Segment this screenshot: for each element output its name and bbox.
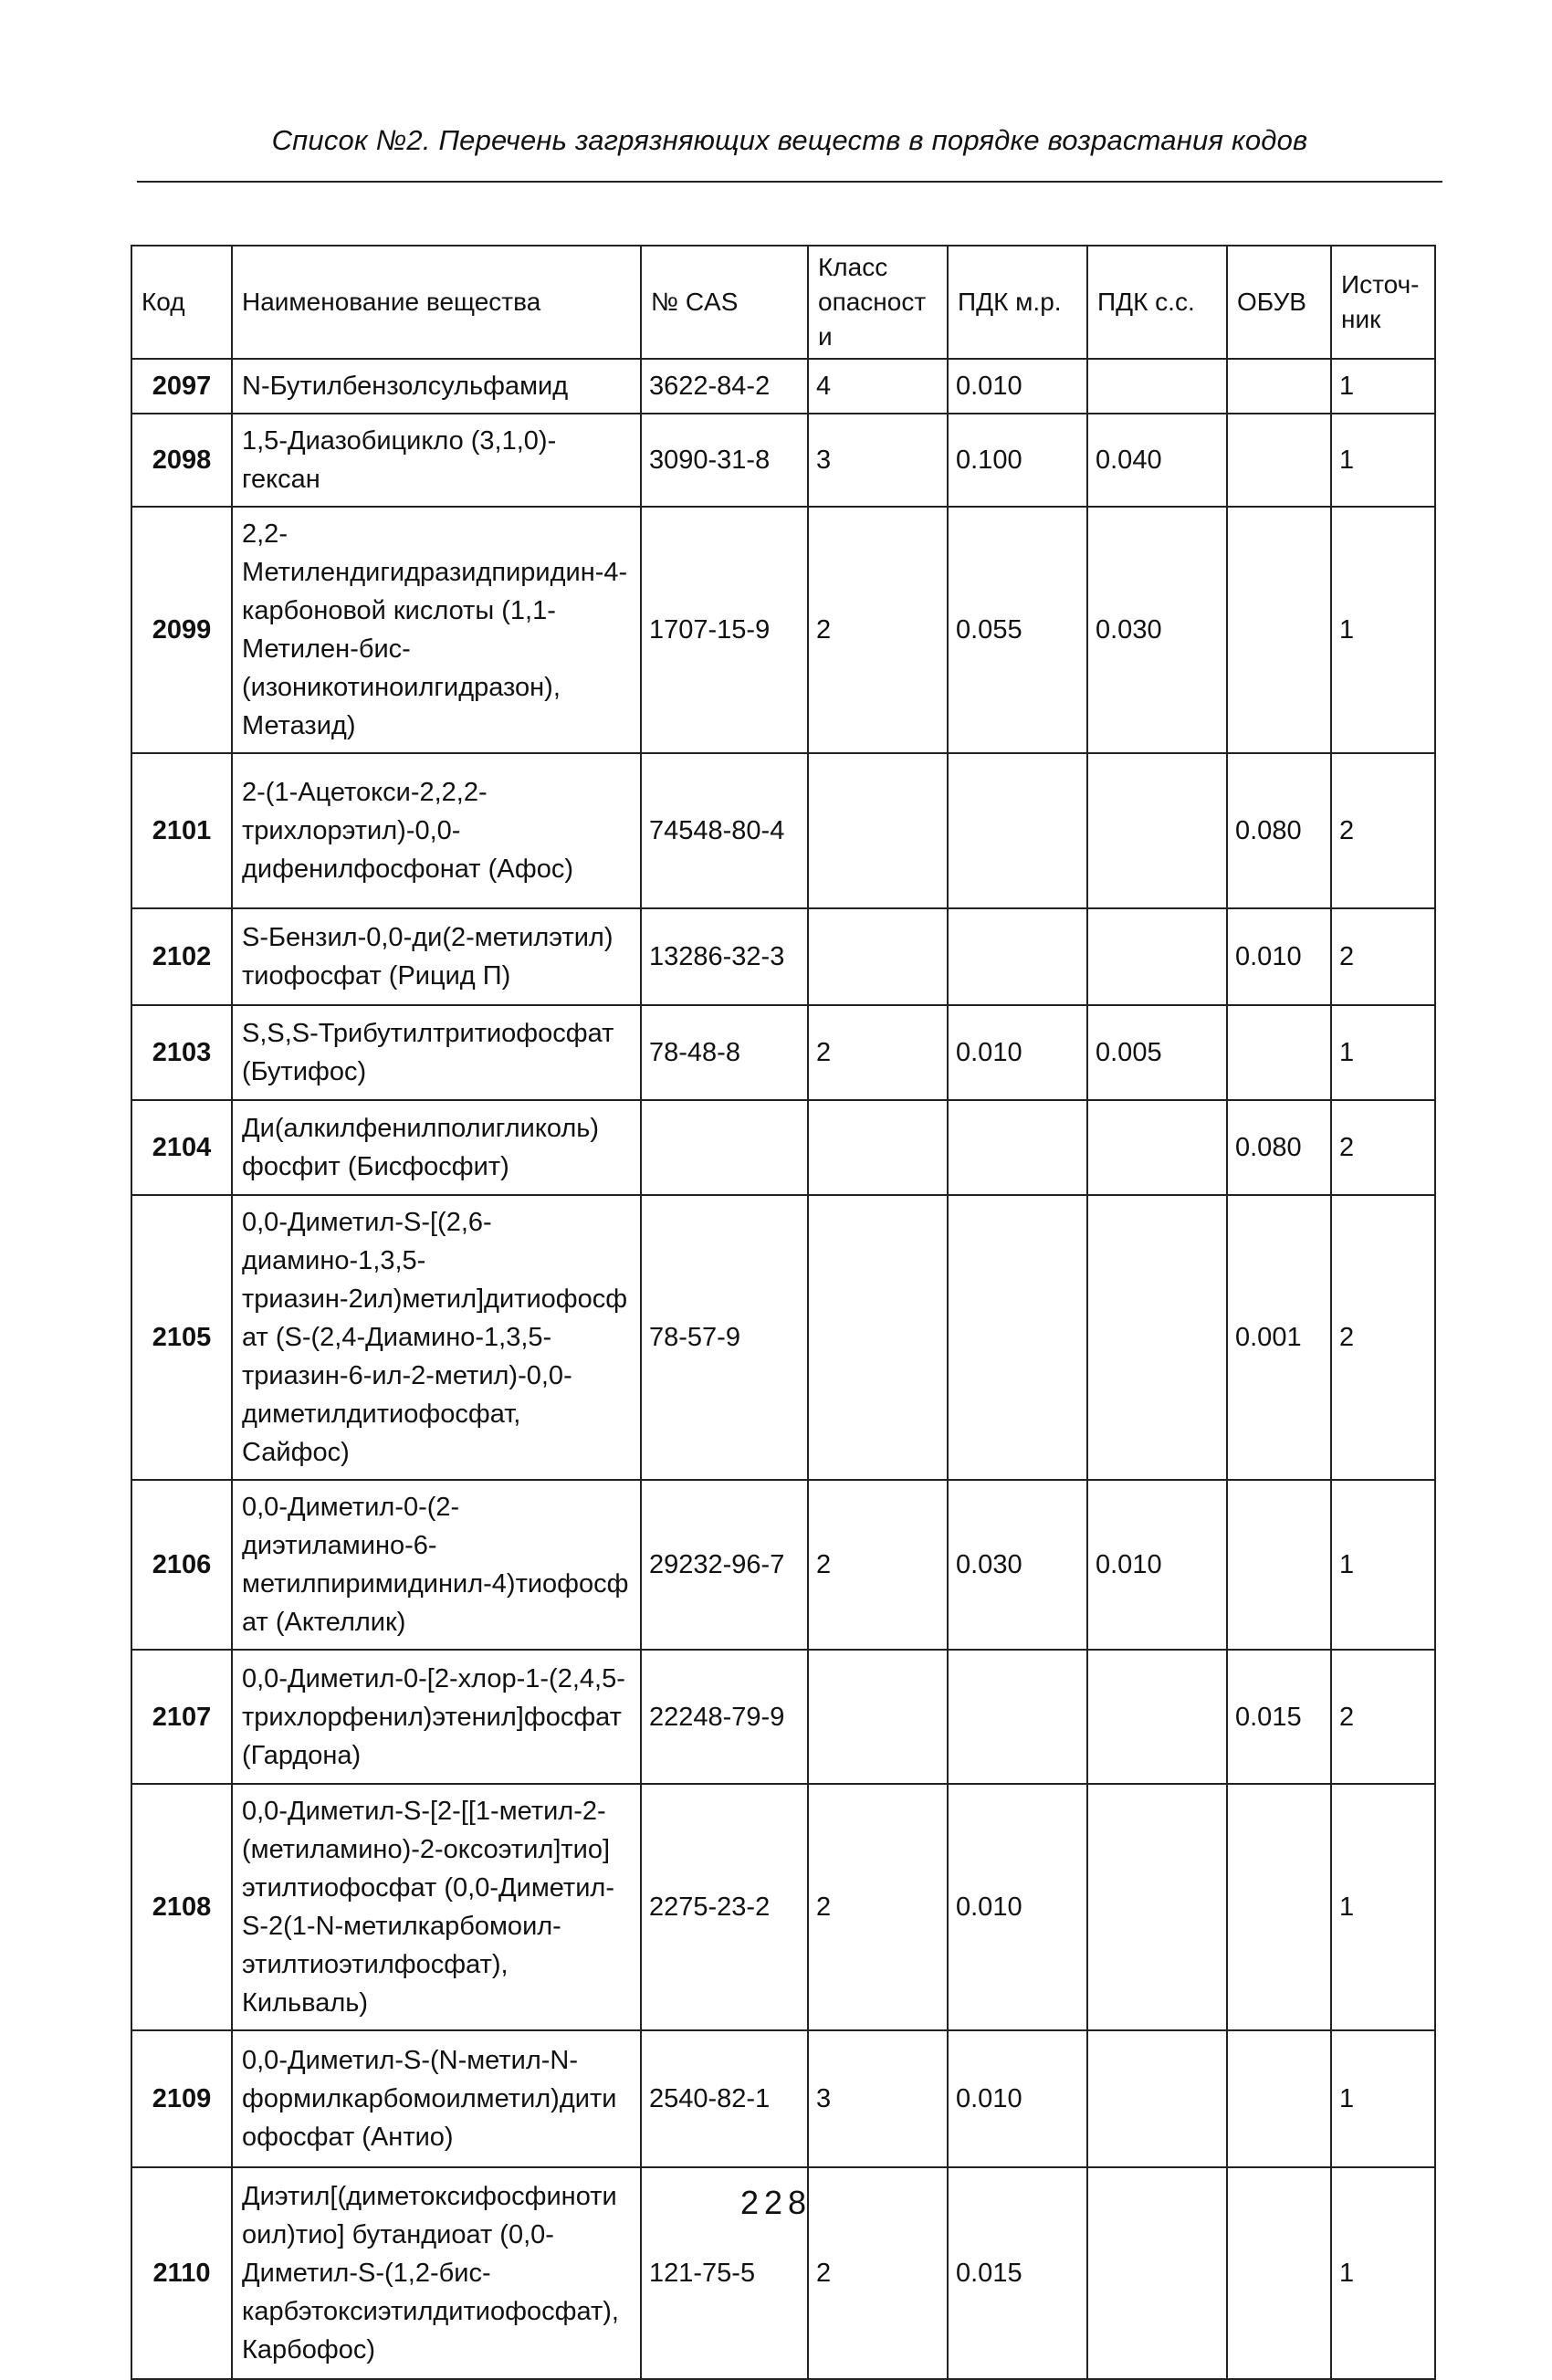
cell-substance-name: 0,0-Диметил-0-(2-диэтиламино-6-метилпиримидинил-4)тиофосфат (Актеллик) xyxy=(232,1480,641,1650)
cell-pdk-ss: 0.030 xyxy=(1087,507,1227,753)
cell-pdk-mr: 0.010 xyxy=(948,1005,1087,1100)
cell-pdk-ss xyxy=(1087,908,1227,1005)
cell-source: 2 xyxy=(1331,1195,1435,1480)
cell-cas: 2275-23-2 xyxy=(641,1784,808,2030)
cell-obuv xyxy=(1227,2030,1331,2167)
cell-code: 2102 xyxy=(131,908,232,1005)
cell-obuv: 0.001 xyxy=(1227,1195,1331,1480)
column-header-code: Код xyxy=(131,246,232,359)
cell-code: 2099 xyxy=(131,507,232,753)
cell-code: 2103 xyxy=(131,1005,232,1100)
table-row xyxy=(131,753,1435,908)
cell-cas: 3622-84-2 xyxy=(641,359,808,414)
cell-pdk-ss xyxy=(1087,2030,1227,2167)
cell-hazard-class xyxy=(808,1100,948,1195)
cell-cas: 121-75-5 xyxy=(641,2167,808,2379)
cell-substance-name: 0,0-Диметил-S-(N-метил-N-формилкарбомоилметил)дитиофосфат (Антио) xyxy=(232,2030,641,2167)
column-header-name: Наименование вещества xyxy=(232,246,641,359)
cell-pdk-mr: 0.010 xyxy=(948,359,1087,414)
table-row xyxy=(131,1195,1435,1480)
cell-cas: 29232-96-7 xyxy=(641,1480,808,1650)
cell-obuv: 0.015 xyxy=(1227,1650,1331,1784)
cell-code: 2097 xyxy=(131,359,232,414)
running-header: Список №2. Перечень загрязняющих веществ в порядке возрастания кодов xyxy=(271,124,1308,156)
cell-pdk-ss xyxy=(1087,1784,1227,2030)
cell-obuv xyxy=(1227,507,1331,753)
cell-obuv xyxy=(1227,1784,1331,2030)
cell-code: 2098 xyxy=(131,414,232,507)
cell-obuv xyxy=(1227,359,1331,414)
cell-hazard-class xyxy=(808,753,948,908)
cell-pdk-mr xyxy=(948,1195,1087,1480)
cell-code: 2104 xyxy=(131,1100,232,1195)
cell-cas: 2540-82-1 xyxy=(641,2030,808,2167)
cell-cas: 1707-15-9 xyxy=(641,507,808,753)
cell-obuv xyxy=(1227,414,1331,507)
pollutants-table xyxy=(131,245,1436,2380)
cell-source: 1 xyxy=(1331,1480,1435,1650)
column-header-hazard-class: Класс опасности xyxy=(808,246,948,359)
table-row xyxy=(131,1480,1435,1650)
cell-substance-name: N-Бутилбензолсульфамид xyxy=(232,359,641,414)
cell-obuv xyxy=(1227,1005,1331,1100)
cell-obuv: 0.010 xyxy=(1227,908,1331,1005)
table-row xyxy=(131,507,1435,753)
cell-pdk-mr: 0.100 xyxy=(948,414,1087,507)
cell-hazard-class: 2 xyxy=(808,1005,948,1100)
cell-code: 2107 xyxy=(131,1650,232,1784)
cell-hazard-class xyxy=(808,1650,948,1784)
cell-pdk-mr xyxy=(948,753,1087,908)
cell-obuv xyxy=(1227,1480,1331,1650)
cell-code: 2106 xyxy=(131,1480,232,1650)
cell-code: 2110 xyxy=(131,2167,232,2379)
cell-pdk-mr: 0.055 xyxy=(948,507,1087,753)
cell-pdk-ss xyxy=(1087,1195,1227,1480)
cell-source: 1 xyxy=(1331,414,1435,507)
table-row xyxy=(131,2030,1435,2167)
cell-pdk-ss xyxy=(1087,753,1227,908)
table-row xyxy=(131,1784,1435,2030)
cell-pdk-mr: 0.010 xyxy=(948,2030,1087,2167)
cell-substance-name: Ди(алкилфенилполигликоль) фосфит (Бисфосфит) xyxy=(232,1100,641,1195)
cell-hazard-class: 3 xyxy=(808,2030,948,2167)
cell-pdk-ss: 0.005 xyxy=(1087,1005,1227,1100)
cell-hazard-class: 3 xyxy=(808,414,948,507)
cell-code: 2108 xyxy=(131,1784,232,2030)
cell-pdk-mr: 0.010 xyxy=(948,1784,1087,2030)
column-header-pdk-ss: ПДК с.с. xyxy=(1087,246,1227,359)
table-row xyxy=(131,414,1435,507)
cell-source: 1 xyxy=(1331,2030,1435,2167)
cell-cas: 3090-31-8 xyxy=(641,414,808,507)
cell-cas: 22248-79-9 xyxy=(641,1650,808,1784)
cell-pdk-mr xyxy=(948,908,1087,1005)
cell-source: 2 xyxy=(1331,1650,1435,1784)
column-header-source: Источ-ник xyxy=(1331,246,1435,359)
cell-cas: 78-57-9 xyxy=(641,1195,808,1480)
cell-cas xyxy=(641,1100,808,1195)
cell-substance-name: 2,2-Метилендигидразидпиридин-4-карбоновой кислоты (1,1-Метилен-бис-(изоникотиноилгидразон), Метазид) xyxy=(232,507,641,753)
cell-source: 2 xyxy=(1331,1100,1435,1195)
cell-hazard-class: 2 xyxy=(808,507,948,753)
cell-obuv: 0.080 xyxy=(1227,753,1331,908)
cell-code: 2101 xyxy=(131,753,232,908)
cell-source: 1 xyxy=(1331,2167,1435,2379)
cell-pdk-mr: 0.015 xyxy=(948,2167,1087,2379)
cell-hazard-class: 4 xyxy=(808,359,948,414)
cell-cas: 78-48-8 xyxy=(641,1005,808,1100)
header-divider xyxy=(137,181,1442,183)
cell-obuv: 0.080 xyxy=(1227,1100,1331,1195)
column-header-pdk-mr: ПДК м.р. xyxy=(948,246,1087,359)
cell-code: 2109 xyxy=(131,2030,232,2167)
cell-source: 1 xyxy=(1331,359,1435,414)
cell-substance-name: Диэтил[(диметоксифосфинотиоил)тио] бутандиоат (0,0-Диметил-S-(1,2-бис-карбэтоксиэтилдитиофосфат), Карбофос) xyxy=(232,2167,641,2379)
cell-substance-name: 2-(1-Ацетокси-2,2,2-трихлорэтил)-0,0-дифенилфосфонат (Афос) xyxy=(232,753,641,908)
cell-pdk-mr xyxy=(948,1650,1087,1784)
cell-source: 1 xyxy=(1331,1005,1435,1100)
table-header-row xyxy=(131,246,1435,359)
cell-substance-name: S-Бензил-0,0-ди(2-метилэтил) тиофосфат (Рицид П) xyxy=(232,908,641,1005)
cell-pdk-mr: 0.030 xyxy=(948,1480,1087,1650)
cell-hazard-class xyxy=(808,908,948,1005)
table-row xyxy=(131,1100,1435,1195)
cell-pdk-ss xyxy=(1087,359,1227,414)
page-number: 228 xyxy=(739,2184,813,2221)
table-row xyxy=(131,908,1435,1005)
cell-hazard-class xyxy=(808,1195,948,1480)
table-row xyxy=(131,1005,1435,1100)
cell-pdk-ss: 0.010 xyxy=(1087,1480,1227,1650)
cell-hazard-class: 2 xyxy=(808,1480,948,1650)
cell-substance-name: S,S,S-Трибутилтритиофосфат (Бутифос) xyxy=(232,1005,641,1100)
cell-substance-name: 0,0-Диметил-S-[2-[[1-метил-2-(метиламино)-2-оксоэтил]тио] этилтиофосфат (0,0-Диметил-S-2(1-N-метилкарбомоил-этилтиоэтилфосфат), Кильваль) xyxy=(232,1784,641,2030)
cell-substance-name: 0,0-Диметил-S-[(2,6-диамино-1,3,5-триазин-2ил)метил]дитиофосфат (S-(2,4-Диамино-1,3,5-триазин-6-ил-2-метил)-0,0-диметилдитиофосфат, Сайфос) xyxy=(232,1195,641,1480)
cell-pdk-ss: 0.040 xyxy=(1087,414,1227,507)
cell-substance-name: 1,5-Диазобицикло (3,1,0)-гексан xyxy=(232,414,641,507)
cell-source: 1 xyxy=(1331,507,1435,753)
column-header-obuv: ОБУВ xyxy=(1227,246,1331,359)
cell-cas: 74548-80-4 xyxy=(641,753,808,908)
cell-pdk-ss xyxy=(1087,1100,1227,1195)
column-header-cas: № CAS xyxy=(641,246,808,359)
cell-source: 2 xyxy=(1331,753,1435,908)
cell-substance-name: 0,0-Диметил-0-[2-хлор-1-(2,4,5-трихлорфенил)этенил]фосфат (Гардона) xyxy=(232,1650,641,1784)
cell-hazard-class: 2 xyxy=(808,2167,948,2379)
cell-pdk-mr xyxy=(948,1100,1087,1195)
cell-source: 2 xyxy=(1331,908,1435,1005)
cell-pdk-ss xyxy=(1087,1650,1227,1784)
cell-hazard-class: 2 xyxy=(808,1784,948,2030)
cell-source: 1 xyxy=(1331,1784,1435,2030)
cell-code: 2105 xyxy=(131,1195,232,1480)
cell-cas: 13286-32-3 xyxy=(641,908,808,1005)
table-row xyxy=(131,1650,1435,1784)
table-row xyxy=(131,359,1435,414)
